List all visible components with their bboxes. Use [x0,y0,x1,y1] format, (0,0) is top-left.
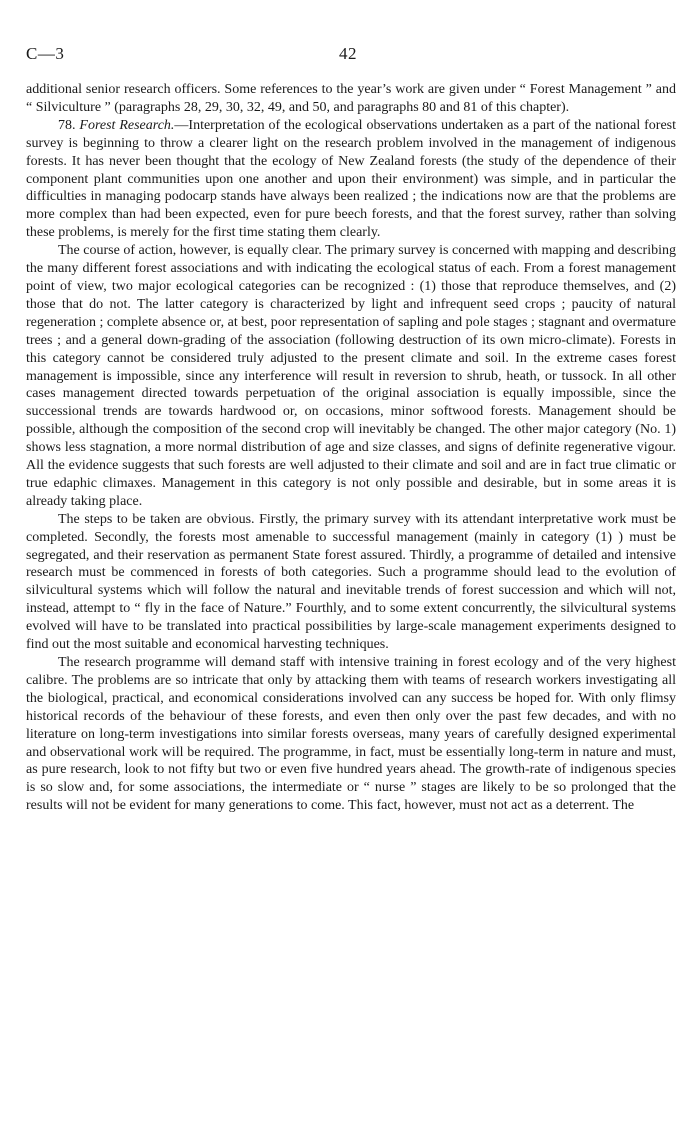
section-code: C—3 [26,44,65,63]
paragraph-text: —Interpretation of the ecological observations undertaken as a part of the national forest survey is beginning to throw a clearer light on the research problem involved in the management of indigenous forests. It has never been thought that the ecology of New Zealand forests (the study of the dependence of their component plant communities upon one another and upon their environment) was simple, and in particular the difficulties in managing podocarp stands have always been realized ; the indications now are that the problems are more complex than had been expected, even for pure beech forests, and that the forest survey, rather than solving these problems, is merely for the first time stating them clearly. [26,117,676,241]
body-text [26,81,676,815]
paragraph-78 [26,117,676,242]
paragraph-heading: Forest Research. [79,117,175,133]
page-header [26,44,676,66]
paragraph-text: The course of action, however, is equally clear. The primary survey is concerned with mapping and describing the many different forest associations and with indicating the ecological status of each. From a forest management point of view, two major ecological categories can be recognized : (1) those that reproduce themselves, and (2) those that do not. The latter category is characterized by light and infrequent seed crops ; paucity of natural regeneration ; complete absence or, at best, poor representation of sapling and pole stages ; stagnant and overmature trees ; and a general down-grading of the association (following destruction of its own micro-climate). Forests in this category cannot be considered truly adjusted to the present climate and soil. In the extreme cases forest management is impossible, since any interference will result in reversion to shrub, heath, or tussock. In all other cases management directed towards perpetuation of the original association is equally impossible, since the successional trends are towards hardwood or, on occasions, minor softwood forests. Management should be possible, although the composition of the second crop will inevitably be changed. The other major category (No. 1) shows less stagnation, a more normal distribution of age and size classes, and signs of definite regenerative vigour. All the evidence suggests that such forests are well adjusted to their climate and soil and are in fact true climatic or true edaphic climaxes. Management in this category is not only possible and desirable, but in some areas it is already taking place. [26,243,676,509]
paragraph-steps [26,511,676,654]
paragraph-research-programme [26,654,676,815]
page-number: 42 [339,44,357,63]
paragraph-text: The research programme will demand staff with intensive training in forest ecology and of the very highest calibre. The problems are so intricate that only by attacking them with teams of research workers investigating all the biological, practical, and economical considerations involved can any success be hoped for. With only flimsy historical records of the behaviour of these forests, and even then only over the past few decades, and with no literature on long-term investigations into similar forests overseas, many years of carefully designed experimental and observational work will be required. The programme, in fact, must be essentially long-term in nature and must, as pure research, look to not fifty but two or even five hundred years ahead. The growth-rate of indigenous species is so slow and, for some associations, the intermediate or “ nurse ” stages are likely to be so prolonged that the results will not be evident for many generations to come. This fact, however, must not act as a deterrent. The [26,655,676,814]
paragraph-text: The steps to be taken are obvious. Firstly, the primary survey with its attendant interpretative work must be completed. Secondly, the forests most amenable to successful management (mainly in category (1) ) must be segregated, and their reservation as permanent State forest assured. Thirdly, a programme of detailed and intensive research must be commenced in forests of both categories. Such a programme should lead to the evolution of silvicultural systems which will follow the natural and inevitable trends of forest succession and which will not, instead, attempt to “ fly in the face of Nature.” Fourthly, and to some extent concurrently, the silvicultural systems evolved will have to be translated into practical possibilities by large-scale management experiments designed to find out the most suitable and economical harvesting techniques. [26,511,676,653]
paragraph-text: additional senior research officers. Some references to the year’s work are given under “ Forest Management ” and “ Silviculture ” (paragraphs 28, 29, 30, 32, 49, and 50, and paragraphs 80 and 81 of this chapter). [26,82,676,115]
paragraph-continuation [26,81,676,117]
paragraph-course-of-action [26,242,676,511]
paragraph-number: 78. [58,117,76,133]
